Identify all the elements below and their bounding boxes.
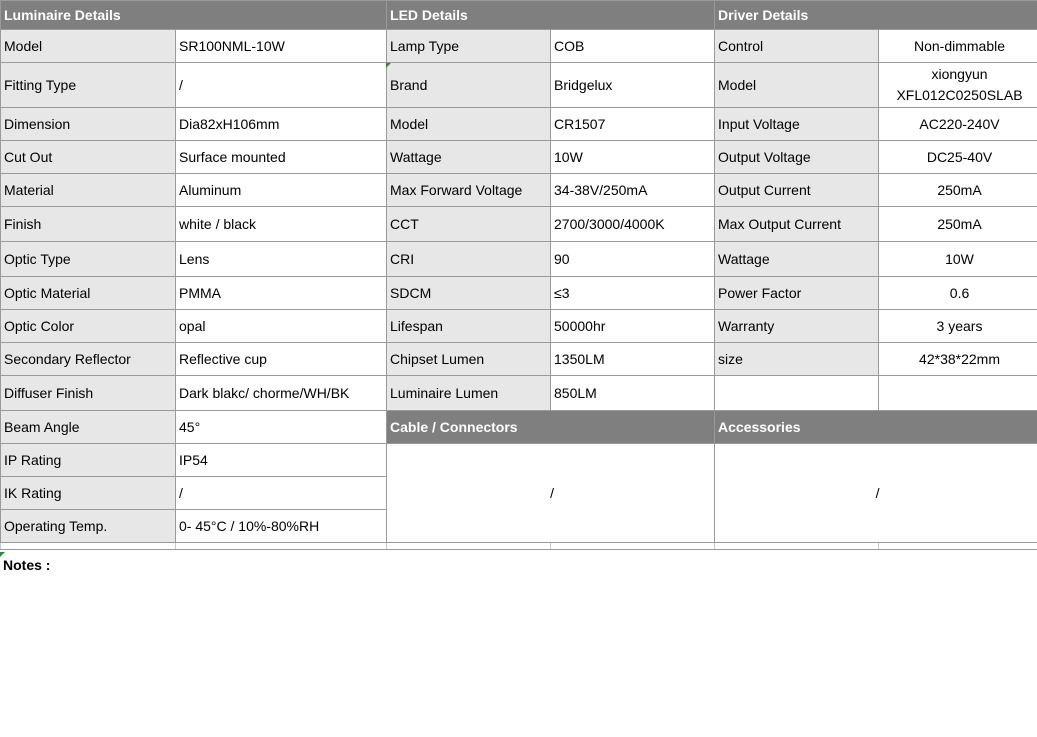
led-value: Bridgelux bbox=[551, 63, 715, 108]
driver-label: Control bbox=[715, 30, 879, 63]
led-label: Luminaire Lumen bbox=[387, 376, 551, 411]
driver-label: size bbox=[715, 343, 879, 376]
driver-value: 250mA bbox=[879, 174, 1037, 207]
table-row bbox=[1, 543, 1037, 550]
led-value: CR1507 bbox=[551, 108, 715, 141]
luminaire-value: Lens bbox=[176, 242, 387, 277]
table-row bbox=[1, 343, 1037, 376]
empty-cell bbox=[879, 376, 1037, 411]
led-value: 34-38V/250mA bbox=[551, 174, 715, 207]
luminaire-value: IP54 bbox=[176, 444, 387, 477]
led-label: Max Forward Voltage bbox=[387, 174, 551, 207]
led-value: COB bbox=[551, 30, 715, 63]
empty-cell bbox=[1, 543, 176, 550]
driver-value: 250mA bbox=[879, 207, 1037, 242]
luminaire-value: Aluminum bbox=[176, 174, 387, 207]
luminaire-value: white / black bbox=[176, 207, 387, 242]
driver-value: 3 years bbox=[879, 310, 1037, 343]
driver-label: Warranty bbox=[715, 310, 879, 343]
driver-value bbox=[879, 63, 1037, 108]
table-row bbox=[1, 108, 1037, 141]
luminaire-value: 0- 45°C / 10%-80%RH bbox=[176, 510, 387, 543]
empty-cell bbox=[715, 376, 879, 411]
luminaire-label: IP Rating bbox=[1, 444, 176, 477]
driver-label: Output Voltage bbox=[715, 141, 879, 174]
luminaire-value: opal bbox=[176, 310, 387, 343]
driver-model-line1: xiongyun bbox=[931, 66, 988, 82]
driver-value: DC25-40V bbox=[879, 141, 1037, 174]
table-row bbox=[1, 310, 1037, 343]
table-row bbox=[1, 376, 1037, 411]
cell-comment-marker bbox=[386, 63, 391, 68]
luminaire-value: / bbox=[176, 63, 387, 108]
table-row bbox=[1, 174, 1037, 207]
luminaire-label: Optic Color bbox=[1, 310, 176, 343]
luminaire-details-header: Luminaire Details bbox=[1, 1, 387, 30]
led-label: CCT bbox=[387, 207, 551, 242]
led-label: Chipset Lumen bbox=[387, 343, 551, 376]
notes-label: Notes : bbox=[3, 557, 51, 573]
led-label: CRI bbox=[387, 242, 551, 277]
driver-details-header: Driver Details bbox=[715, 1, 1037, 30]
table-row bbox=[1, 444, 1037, 477]
luminaire-value: SR100NML-10W bbox=[176, 30, 387, 63]
luminaire-value: / bbox=[176, 477, 387, 510]
led-value: 2700/3000/4000K bbox=[551, 207, 715, 242]
table-row bbox=[1, 411, 1037, 444]
led-value: 50000hr bbox=[551, 310, 715, 343]
luminaire-label: Dimension bbox=[1, 108, 176, 141]
led-details-header: LED Details bbox=[387, 1, 715, 30]
led-value: ≤3 bbox=[551, 277, 715, 310]
table-row bbox=[1, 207, 1037, 242]
luminaire-label: Diffuser Finish bbox=[1, 376, 176, 411]
table-row bbox=[1, 242, 1037, 277]
luminaire-value: Surface mounted bbox=[176, 141, 387, 174]
luminaire-label: Model bbox=[1, 30, 176, 63]
luminaire-value: Reflective cup bbox=[176, 343, 387, 376]
table-row bbox=[1, 277, 1037, 310]
table-row bbox=[1, 30, 1037, 63]
led-label: Lifespan bbox=[387, 310, 551, 343]
led-value: 1350LM bbox=[551, 343, 715, 376]
driver-label: Input Voltage bbox=[715, 108, 879, 141]
luminaire-label: Cut Out bbox=[1, 141, 176, 174]
empty-cell bbox=[176, 543, 387, 550]
driver-value: Non-dimmable bbox=[879, 30, 1037, 63]
luminaire-label: Secondary Reflector bbox=[1, 343, 176, 376]
driver-value: 0.6 bbox=[879, 277, 1037, 310]
table-row bbox=[1, 63, 1037, 108]
led-label: SDCM bbox=[387, 277, 551, 310]
led-label: Wattage bbox=[387, 141, 551, 174]
luminaire-label: Optic Material bbox=[1, 277, 176, 310]
led-label: Lamp Type bbox=[387, 30, 551, 63]
driver-value: 42*38*22mm bbox=[879, 343, 1037, 376]
driver-label: Wattage bbox=[715, 242, 879, 277]
led-label: Brand bbox=[387, 63, 551, 108]
table-row bbox=[1, 141, 1037, 174]
luminaire-label: Optic Type bbox=[1, 242, 176, 277]
driver-value: AC220-240V bbox=[879, 108, 1037, 141]
accessories-value: / bbox=[715, 444, 1037, 543]
driver-model-line2: XFL012C0250SLAB bbox=[896, 87, 1023, 103]
accessories-header: Accessories bbox=[715, 411, 1037, 444]
luminaire-label: IK Rating bbox=[1, 477, 176, 510]
cable-connectors-header: Cable / Connectors bbox=[387, 411, 715, 444]
luminaire-label: Fitting Type bbox=[1, 63, 176, 108]
luminaire-label: Beam Angle bbox=[1, 411, 176, 444]
driver-label: Max Output Current bbox=[715, 207, 879, 242]
empty-cell bbox=[879, 543, 1037, 550]
empty-cell bbox=[715, 543, 879, 550]
luminaire-value: 45° bbox=[176, 411, 387, 444]
driver-label: Power Factor bbox=[715, 277, 879, 310]
led-value: 850LM bbox=[551, 376, 715, 411]
led-value: 10W bbox=[551, 141, 715, 174]
led-value: 90 bbox=[551, 242, 715, 277]
empty-cell bbox=[387, 543, 551, 550]
driver-label: Output Current bbox=[715, 174, 879, 207]
luminaire-label: Finish bbox=[1, 207, 176, 242]
luminaire-label: Operating Temp. bbox=[1, 510, 176, 543]
led-label: Model bbox=[387, 108, 551, 141]
luminaire-value: PMMA bbox=[176, 277, 387, 310]
luminaire-value: Dia82xH106mm bbox=[176, 108, 387, 141]
luminaire-value: Dark blakc/ chorme/WH/BK bbox=[176, 376, 387, 411]
cable-connectors-value: / bbox=[387, 444, 715, 543]
driver-value: 10W bbox=[879, 242, 1037, 277]
driver-label: Model bbox=[715, 63, 879, 108]
luminaire-label: Material bbox=[1, 174, 176, 207]
empty-cell bbox=[551, 543, 715, 550]
